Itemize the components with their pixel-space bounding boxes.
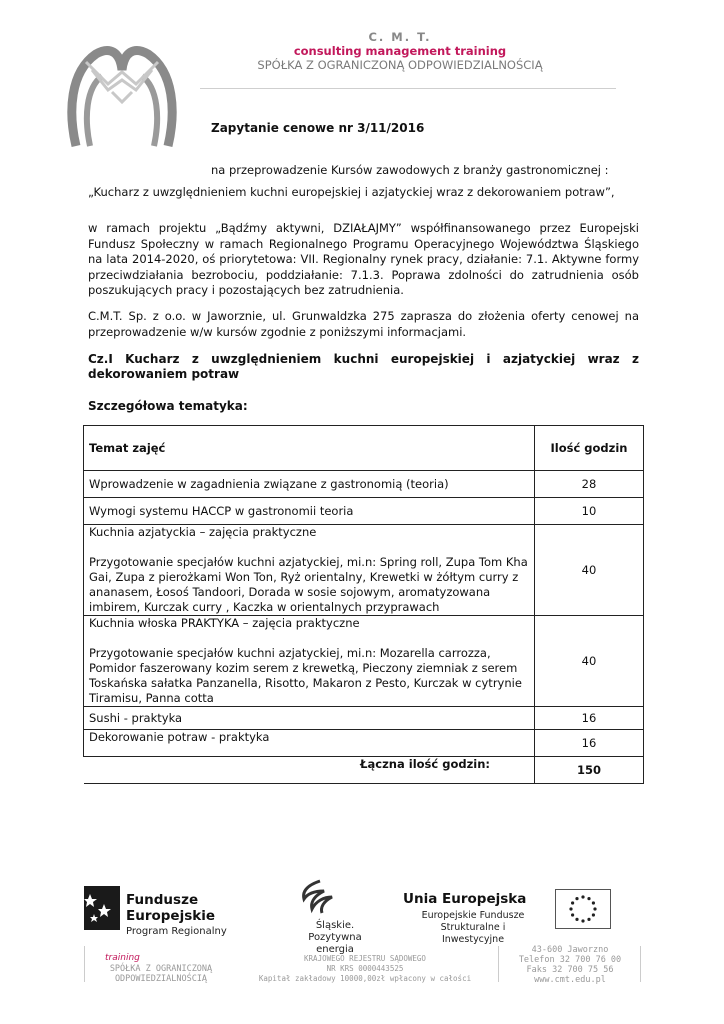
table-row [84,471,644,498]
footer-ue-sub-2: Strukturalne i Inwestycyjne [440,922,506,945]
header-tagline: consulting management training [293,44,507,58]
topic-cell: Wprowadzenie w zagadnienia związane z gastronomią (teoria) [84,471,535,498]
subsection-title: Szczegółowa tematyka: [88,399,248,413]
footer-right-line-3: Faks 32 700 75 56 [526,965,614,975]
footer-slaskie-2: Pozytywna energia [308,932,362,955]
footer-separator [498,946,499,982]
footer-fe-title-1: Fundusze [126,892,199,908]
topic-cell: Wymogi systemu HACCP w gastronomii teoria [84,498,535,525]
table-row [84,730,644,757]
hours-cell: 16 [535,730,644,757]
footer-mid-info [250,954,480,984]
footer-slaskie [290,920,380,956]
footer-ue-sub [410,910,536,946]
project-paragraph: w ramach projektu „Bądźmy aktywni, DZIAŁAJMY” współfinansowanego przez Europejski Fundusz Społeczny w ramach Regionalnego Programu Operacyjnego Województwa Śląskiego na lata 2014-2020, oś priorytetowa: VII. Regionalny rynek pracy, działanie: 7.1. Aktywne formy przeciwdziałania bezrobociu, poddziałanie: 7.1.3. Poprawa zdolności do zatrudnienia osób poszukujących pracy i pozostających bez zatrudnienia. [88,221,639,298]
table-total-row [84,757,644,784]
footer-fe-program: Program Regionalny [126,926,227,937]
hours-cell: 16 [535,707,644,730]
footer-left-company [86,964,236,984]
table-row [84,525,644,616]
total-value: 150 [535,757,644,784]
table-row [84,707,644,730]
topic-detail: Przygotowanie specjałów kuchni azjatyckiej, mi.n: Spring roll, Zupa Tom Kha Gai, Zupa z pierożkami Won Ton, Ryż orientalny, Krewetki w żółtym curry z ananasem, Łosoś Tandoori, Dorada w sosie sojowym, aromatyzowana imbirem, Kurczak curry , Kaczka w orientalnych przyprawach [89,555,528,614]
section-title: Cz.I Kucharz z uwzględnieniem kuchni europejskiej i azjatyckiej wraz z dekorowaniem potraw [88,352,639,381]
topic-heading: Kuchnia azjatyckia – zajęcia praktyczne [89,525,317,539]
topic-cell: Sushi - praktyka [84,707,535,730]
eu-flag-icon [555,889,611,929]
hours-cell: 28 [535,471,644,498]
footer-separator [640,946,641,982]
invite-paragraph: C.M.T. Sp. z o.o. w Jaworznie, ul. Grunwaldzka 275 zaprasza do złożenia oferty cenowej na przeprowadzenie w/w kursów zgodnie z poniższymi informacjami. [88,309,639,339]
table-row [84,498,644,525]
footer-mid-line-3: Kapitał zakładowy 10000,00zł wpłacony w całości [258,974,472,983]
col-hours-header: Ilość godzin [535,426,644,471]
footer-separator [84,946,85,982]
total-label: Łączna ilość godzin: [84,757,535,784]
footer-right-line-2: Telefon 32 700 76 00 [518,955,622,965]
document-title: Zapytanie cenowe nr 3/11/2016 [211,121,425,135]
slaskie-logo-icon [290,877,352,917]
intro-line: na przeprowadzenie Kursów zawodowych z branży gastronomicznej : [211,163,609,177]
hours-cell: 40 [535,525,644,616]
header-cmt: C. M. T. [368,30,432,44]
footer-ue-title: Unia Europejska [403,891,527,907]
footer-right-contact [505,945,635,985]
footer-fe-title [126,892,215,924]
header-divider [200,88,616,89]
fundusze-europejskie-logo-icon [84,886,120,930]
topic-detail: Przygotowanie specjałów kuchni azjatyckiej, mi.n: Mozarella carrozza, Pomidor faszerowany kozim serem z krewetką, Pieczony ziemniak z serem Toskańska sałatka Panzanella, Risotto, Makaron z Pesto, Kurczak w cytrynie Tiramisu, Panna cotta [89,646,522,705]
footer-mid-line-2: NR KRS 0000443525 [326,964,404,973]
footer-right-line-4: www.cmt.edu.pl [534,975,606,985]
footer-mid-line-1: KRAJOWEGO REJESTRU SĄDOWEGO [304,954,426,963]
topic-cell [84,616,535,707]
header-company: SPÓŁKA Z OGRANICZONĄ ODPOWIEDZIALNOŚCIĄ [257,58,543,72]
footer-slaskie-1: Śląskie. [315,920,355,931]
course-name: „Kucharz z uwzględnieniem kuchni europejskiej i azjatyckiej wraz z dekorowaniem potraw”, [88,185,615,199]
topic-heading: Kuchnia włoska PRAKTYKA – zajęcia praktyczne [89,616,360,630]
cmt-logo [62,42,182,152]
topic-cell [84,525,535,616]
hours-cell: 10 [535,498,644,525]
footer-left-company-1: SPÓŁKA Z OGRANICZONĄ [109,964,213,974]
table-header-row [84,426,644,471]
table-row [84,616,644,707]
footer-training: training [105,953,140,963]
topics-table [83,425,644,784]
topic-cell: Dekorowanie potraw - praktyka [84,730,535,757]
hours-cell: 40 [535,616,644,707]
footer-left-company-2: ODPOWIEDZIALNOŚCIĄ [114,974,208,984]
footer-right-line-1: 43-600 Jaworzno [531,945,609,955]
col-topic-header: Temat zajęć [84,426,535,471]
footer-fe-title-2: Europejskie [126,908,216,924]
footer-ue-sub-1: Europejskie Fundusze [421,910,525,921]
